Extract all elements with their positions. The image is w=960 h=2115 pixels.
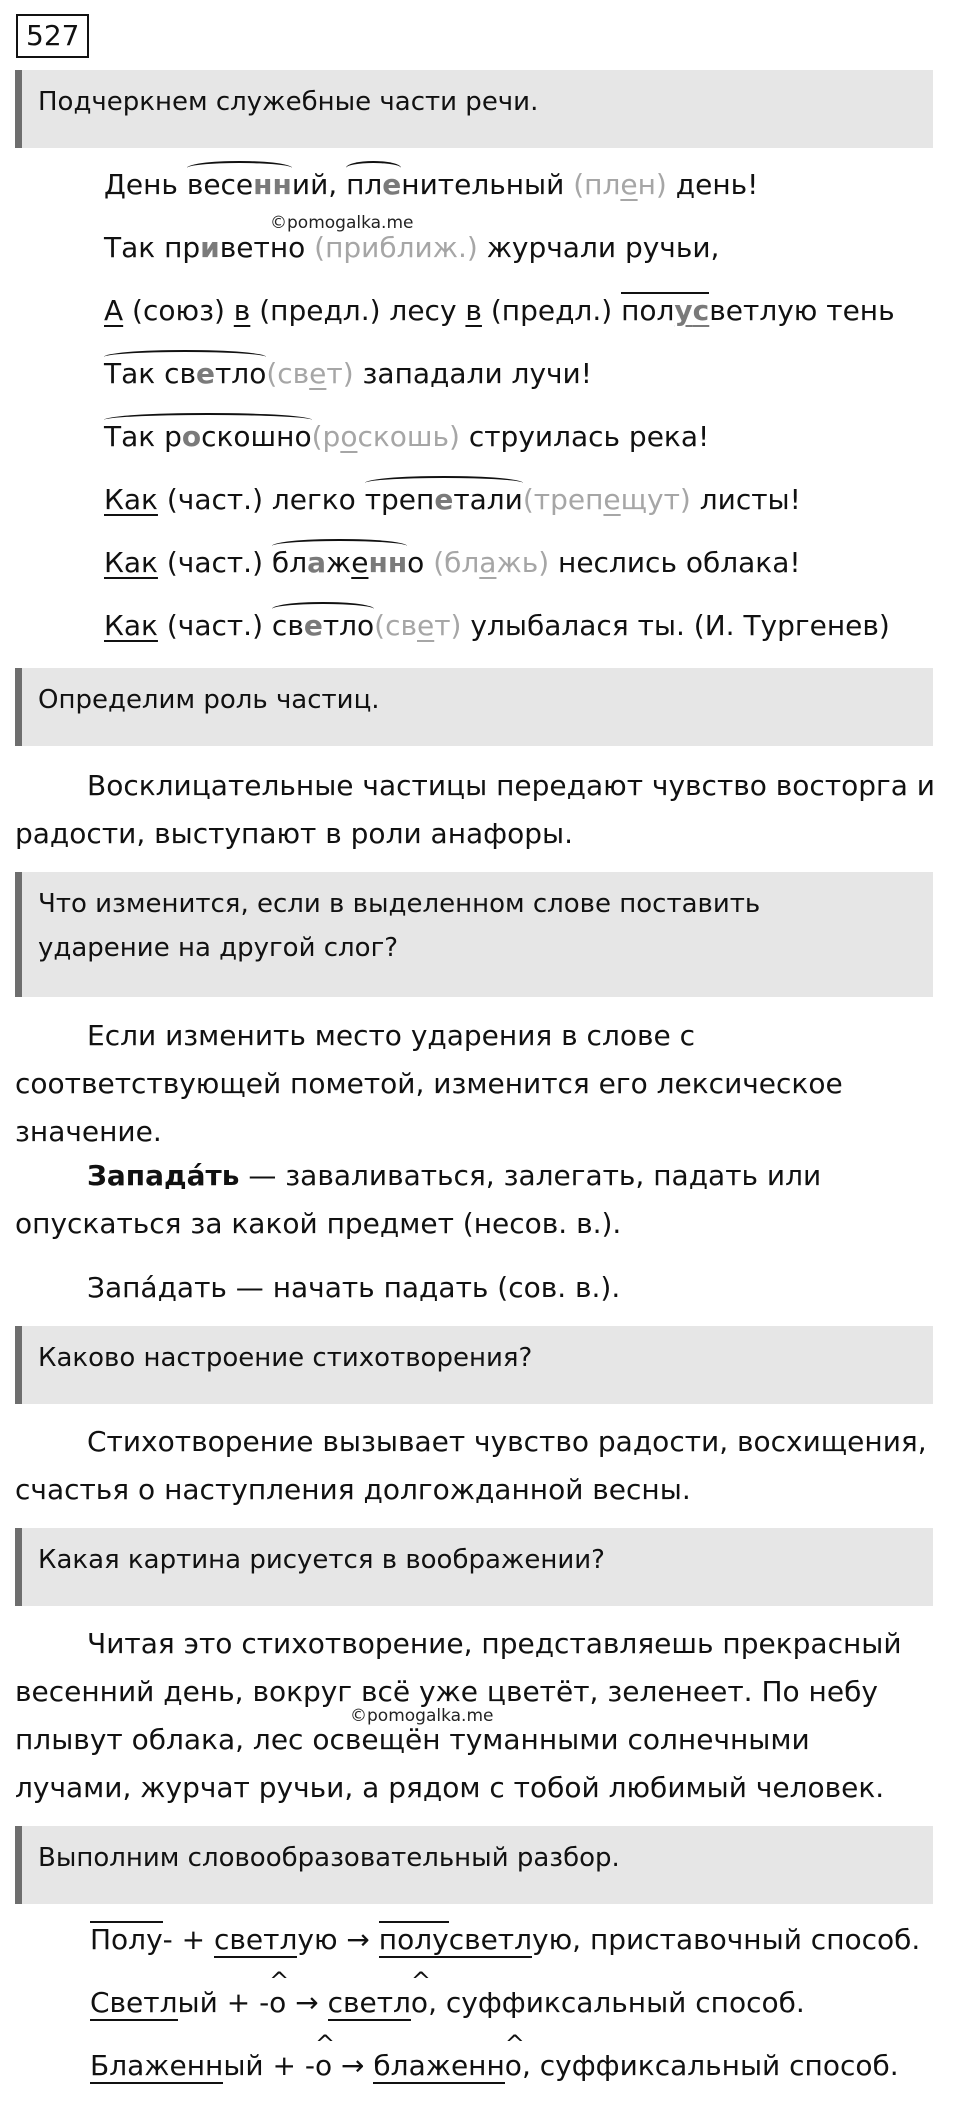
- definition-line: Запа́дать — начать падать (сов. в.).: [87, 1271, 621, 1304]
- word-formation-row-1: Полу- + светлую → полусветлую, приставочный способ.: [90, 1923, 921, 1956]
- poem-line-6: Как (част.) легко трепетали(трепещут) листы!: [104, 480, 801, 520]
- paragraph-line: значение.: [15, 1115, 162, 1148]
- section-header-imagery: Какая картина рисуется в воображении?: [15, 1528, 933, 1606]
- watermark: ©pomogalka.me: [270, 213, 414, 233]
- watermark: ©pomogalka.me: [350, 1706, 494, 1726]
- paragraph-line: Если изменить место ударения в слове с: [87, 1019, 696, 1052]
- poem-line-7: Как (част.) блаженно (блажь) неслись облака!: [104, 543, 801, 583]
- paragraph-line: опускаться за какой предмет (несов. в.).: [15, 1207, 622, 1240]
- paragraph-line: весенний день, вокруг всё уже цветёт, зеленеет. По небу: [15, 1675, 878, 1708]
- definition-line: Запада́ть — заваливаться, залегать, падать или: [87, 1159, 822, 1192]
- highlighted-word: Запада́ть: [87, 1159, 240, 1192]
- poem-line-4: Так светло(свет) западали лучи!: [104, 354, 592, 394]
- word-formation-row-2: Светлый + -^ о → светл^ о, суффиксальный способ.: [90, 1983, 805, 2023]
- poem-line-2: Так приветно (приближ.) журчали ручьи,: [104, 231, 720, 264]
- paragraph-line: соответствующей пометой, изменится его лексическое: [15, 1067, 843, 1100]
- poem-line-5: Так роскошно(роскошь) струилась река!: [104, 417, 709, 457]
- paragraph-line: Читая это стихотворение, представляешь прекрасный: [87, 1627, 902, 1660]
- section-header-stress-question: Что изменится, если в выделенном слове поставить ударение на другой слог?: [15, 872, 933, 997]
- paragraph-line: счастья о наступления долгожданной весны.: [15, 1473, 691, 1506]
- task-number: 527: [16, 14, 89, 58]
- paragraph-line: плывут облака, лес освещён туманными солнечными: [15, 1723, 810, 1756]
- section-header-service-words: Подчеркнем служебные части речи.: [15, 70, 933, 148]
- poem-line-3: А (союз) в (предл.) лесу в (предл.) полусветлую тень: [104, 294, 895, 327]
- section-header-mood: Каково настроение стихотворения?: [15, 1326, 933, 1404]
- section-header-particles-role: Определим роль частиц.: [15, 668, 933, 746]
- paragraph-line: Восклицательные частицы передают чувство восторга и: [87, 769, 935, 802]
- paragraph-line: Стихотворение вызывает чувство радости, восхищения,: [87, 1425, 927, 1458]
- paragraph-line: радости, выступают в роли анафоры.: [15, 817, 574, 850]
- section-header-word-formation: Выполним словообразовательный разбор.: [15, 1826, 933, 1904]
- word-formation-row-3: Блаженный + -^ о → блаженн^ о, суффиксальный способ.: [90, 2046, 899, 2086]
- paragraph-line: лучами, журчат ручьи, а рядом с тобой любимый человек.: [15, 1771, 885, 1804]
- poem-line-8: Как (част.) светло(свет) улыбалася ты. (И. Тургенев): [104, 606, 890, 646]
- poem-line-1: День весенний, пленительный (плен) день!: [104, 165, 758, 205]
